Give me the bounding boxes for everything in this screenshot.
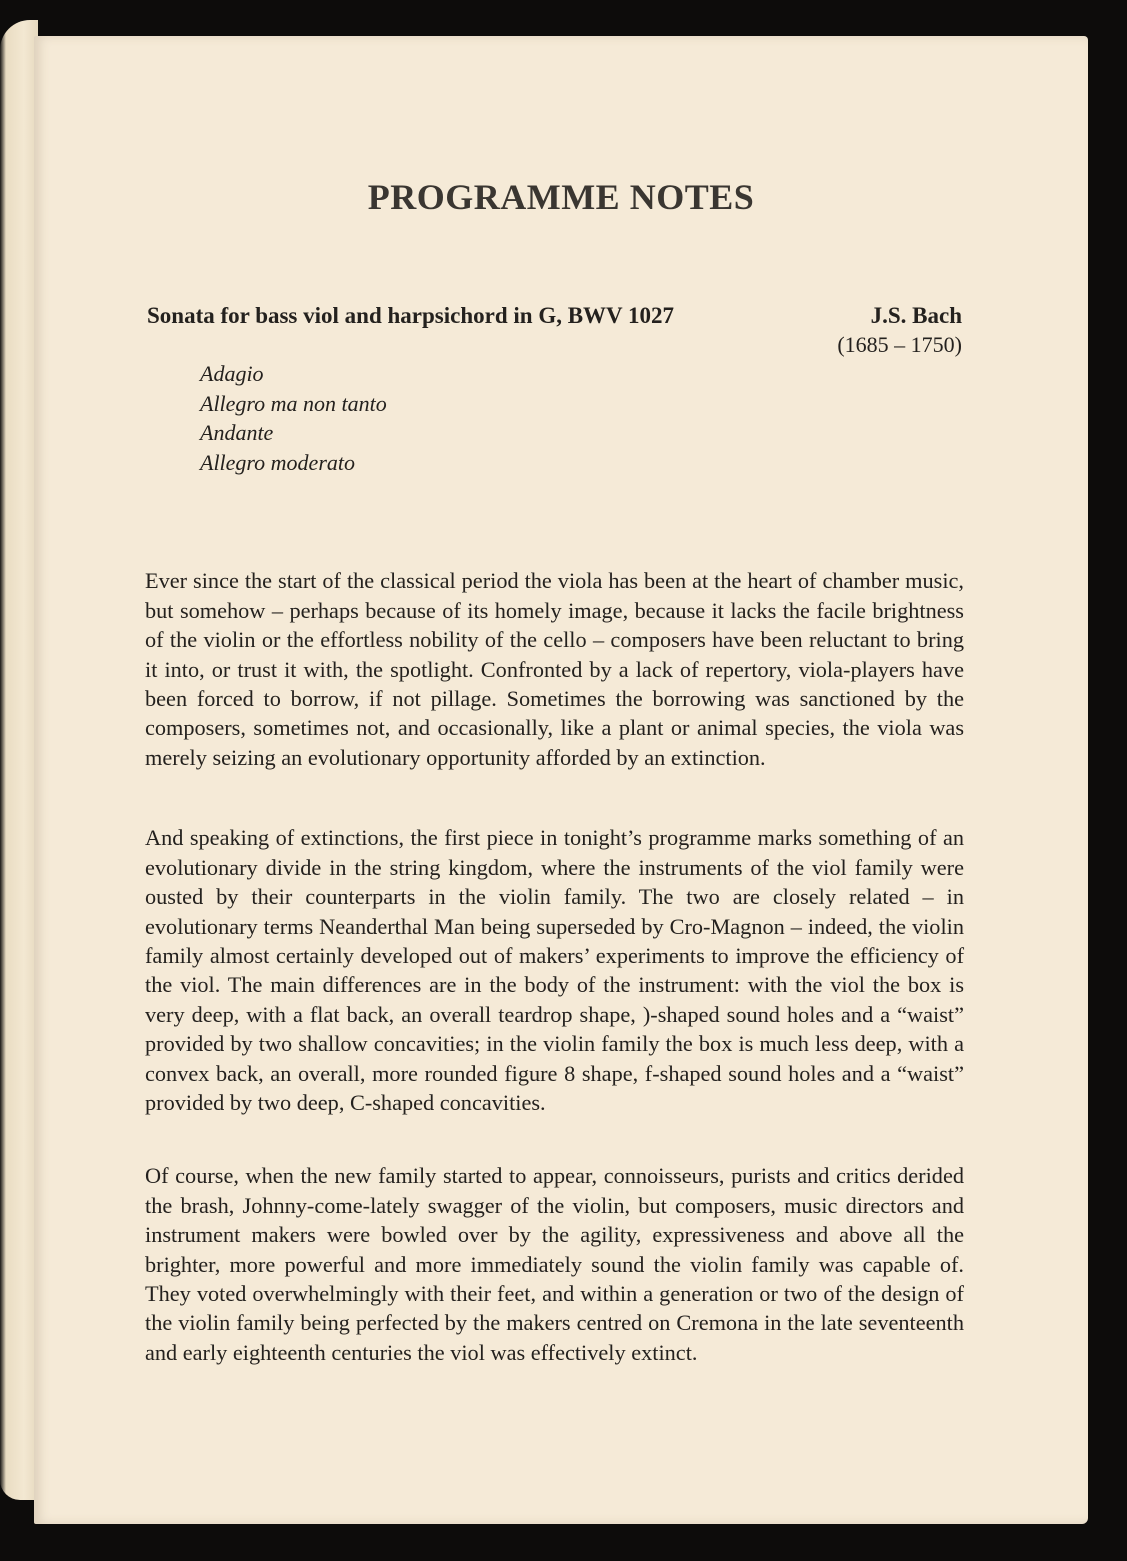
body-paragraph: Ever since the start of the classical period the viola has been at the heart of chamber music, but somehow – perhaps because of its homely image, because it lacks the facile brightness of the violin or the effortless nobility of the cello – composers have been reluctant to bring it into, or trust it with, the spotlight. Confronted by a lack of repertory, viola-players have been forced to borrow, if not pillage. Sometimes the borrowing was sanctioned by the composers, sometimes not, and occasionally, like a plant or animal species, the viola was merely seizing an evolutionary opportunity afforded by an extinction. (145, 568, 964, 770)
work-header (147, 303, 962, 357)
page-title: PROGRAMME NOTES (367, 177, 755, 217)
work-title: Sonata for bass viol and harpsichord in G, BWV 1027 (147, 303, 674, 328)
movement-item: Allegro ma non tanto (200, 390, 387, 416)
body-paragraph: Of course, when the new family started to appear, connoisseurs, purists and critics derided the brash, Johnny-come-lately swagger of the violin, but composers, music directors and instrument makers were bowled over by the agility, expressiveness and above all the brighter, more powerful and more immediately sound the violin family was capable of. They voted overwhelmingly with their feet, and within a generation or two of the design of the violin family being perfected by the makers centred on Cremona in the late seventeenth and early eighteenth centuries the viol was effectively extinct. (145, 1163, 964, 1365)
composer-dates: (1685 – 1750) (837, 332, 962, 357)
left-page-edge (0, 20, 38, 1500)
movement-item: Adagio (200, 361, 264, 386)
movement-item: Andante (200, 420, 274, 445)
document-page (34, 36, 1088, 1524)
movement-item: Allegro moderato (200, 449, 355, 475)
movement-list (200, 359, 387, 477)
composer-name: J.S. Bach (870, 303, 962, 328)
body-paragraph: And speaking of extinctions, the first piece in tonight’s programme marks something of an evolutionary divide in the string kingdom, where the instruments of the viol family were ousted by their counterparts in the violin family. The two are closely related – in evolutionary terms Neanderthal Man being superseded by Cro-Magnon – indeed, the violin family almost certainly developed out of makers’ experiments to improve the efficiency of the viol. The main differences are in the body of the instrument: with the viol the box is very deep, with a flat back, an overall teardrop shape, )-shaped sound holes and a “waist” provided by two shallow concavities; in the violin family the box is much less deep, with a convex back, an overall, more rounded figure 8 shape, f-shaped sound holes and a “waist” provided by two deep, C-shaped concavities. (145, 825, 964, 1115)
